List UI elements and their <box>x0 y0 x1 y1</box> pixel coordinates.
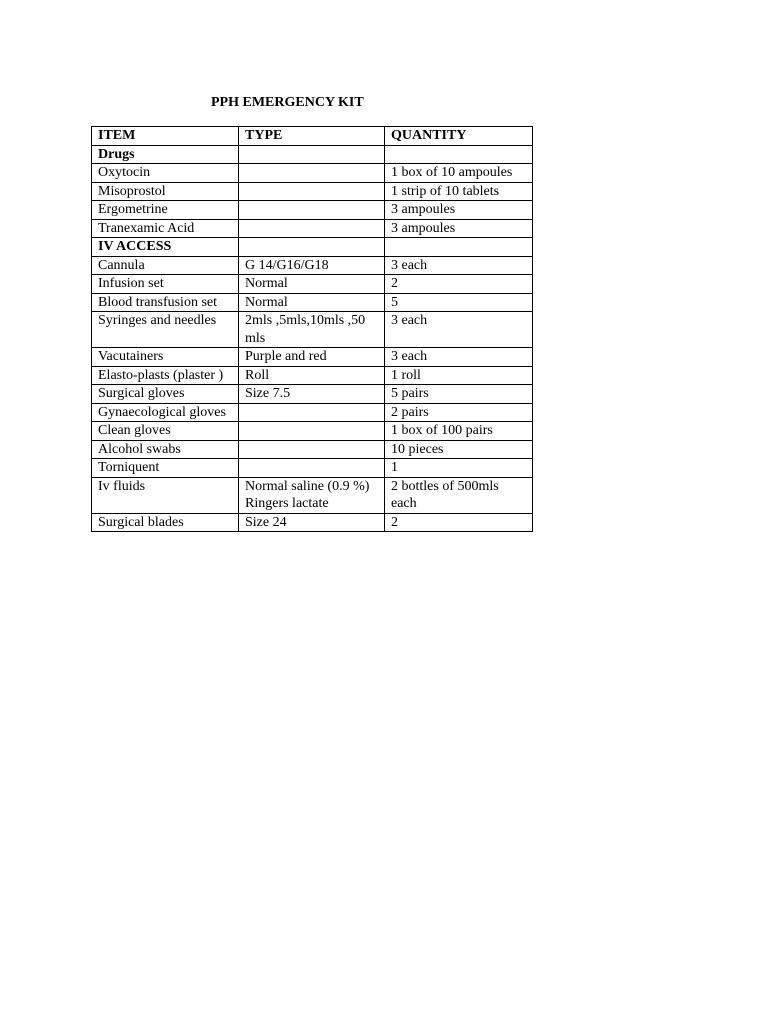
item-cell: Iv fluids <box>92 477 239 513</box>
type-cell: Size 24 <box>239 513 385 532</box>
quantity-cell: 2 pairs <box>385 403 533 422</box>
quantity-cell: 3 ampoules <box>385 201 533 220</box>
item-cell: Cannula <box>92 256 239 275</box>
table-row <box>92 201 533 220</box>
type-cell <box>239 219 385 238</box>
quantity-cell: 5 pairs <box>385 385 533 404</box>
type-cell: Purple and red <box>239 348 385 367</box>
type-cell <box>239 403 385 422</box>
table-row <box>92 477 533 513</box>
type-cell: G 14/G16/G18 <box>239 256 385 275</box>
quantity-cell: 1 strip of 10 tablets <box>385 182 533 201</box>
item-cell: Misoprostol <box>92 182 239 201</box>
quantity-cell <box>385 145 533 164</box>
page-title: PPH EMERGENCY KIT <box>211 95 364 110</box>
item-cell: Clean gloves <box>92 422 239 441</box>
quantity-cell: 2 <box>385 275 533 294</box>
item-cell: Elasto-plasts (plaster ) <box>92 366 239 385</box>
item-cell: Drugs <box>92 145 239 164</box>
section-row <box>92 238 533 257</box>
section-row <box>92 145 533 164</box>
table-row <box>92 293 533 312</box>
quantity-cell: 3 each <box>385 256 533 275</box>
type-cell <box>239 459 385 478</box>
type-cell: Normal <box>239 275 385 294</box>
item-cell: Alcohol swabs <box>92 440 239 459</box>
table-row <box>92 312 533 348</box>
item-cell: Ergometrine <box>92 201 239 220</box>
table-row <box>92 182 533 201</box>
type-cell <box>239 238 385 257</box>
type-cell: Roll <box>239 366 385 385</box>
header-item: ITEM <box>92 127 239 146</box>
table-row <box>92 403 533 422</box>
quantity-cell: 1 box of 10 ampoules <box>385 164 533 183</box>
item-cell: Vacutainers <box>92 348 239 367</box>
item-cell: Torniquent <box>92 459 239 478</box>
type-cell: Normal saline (0.9 %) Ringers lactate <box>239 477 385 513</box>
table-row <box>92 164 533 183</box>
item-cell: Syringes and needles <box>92 312 239 348</box>
type-cell <box>239 440 385 459</box>
quantity-cell: 2 bottles of 500mls each <box>385 477 533 513</box>
quantity-cell: 10 pieces <box>385 440 533 459</box>
table-row <box>92 348 533 367</box>
quantity-cell: 1 box of 100 pairs <box>385 422 533 441</box>
header-quantity: QUANTITY <box>385 127 533 146</box>
quantity-cell: 5 <box>385 293 533 312</box>
item-cell: Surgical gloves <box>92 385 239 404</box>
item-cell: Infusion set <box>92 275 239 294</box>
table-row <box>92 459 533 478</box>
type-cell: Size 7.5 <box>239 385 385 404</box>
table-row <box>92 256 533 275</box>
table-header-row <box>92 127 533 146</box>
table-row <box>92 275 533 294</box>
quantity-cell: 3 each <box>385 312 533 348</box>
quantity-cell: 3 ampoules <box>385 219 533 238</box>
kit-table <box>91 126 533 532</box>
type-cell <box>239 201 385 220</box>
item-cell: Oxytocin <box>92 164 239 183</box>
table-row <box>92 422 533 441</box>
table-row <box>92 385 533 404</box>
table-row <box>92 366 533 385</box>
quantity-cell: 2 <box>385 513 533 532</box>
type-cell <box>239 182 385 201</box>
type-cell: 2mls ,5mls,10mls ,50 mls <box>239 312 385 348</box>
type-cell <box>239 422 385 441</box>
item-cell: Blood transfusion set <box>92 293 239 312</box>
item-cell: Gynaecological gloves <box>92 403 239 422</box>
table-row <box>92 219 533 238</box>
item-cell: Tranexamic Acid <box>92 219 239 238</box>
quantity-cell <box>385 238 533 257</box>
quantity-cell: 1 <box>385 459 533 478</box>
table-row <box>92 513 533 532</box>
item-cell: Surgical blades <box>92 513 239 532</box>
quantity-cell: 1 roll <box>385 366 533 385</box>
type-cell: Normal <box>239 293 385 312</box>
header-type: TYPE <box>239 127 385 146</box>
type-cell <box>239 145 385 164</box>
type-cell <box>239 164 385 183</box>
table-row <box>92 440 533 459</box>
quantity-cell: 3 each <box>385 348 533 367</box>
item-cell: IV ACCESS <box>92 238 239 257</box>
